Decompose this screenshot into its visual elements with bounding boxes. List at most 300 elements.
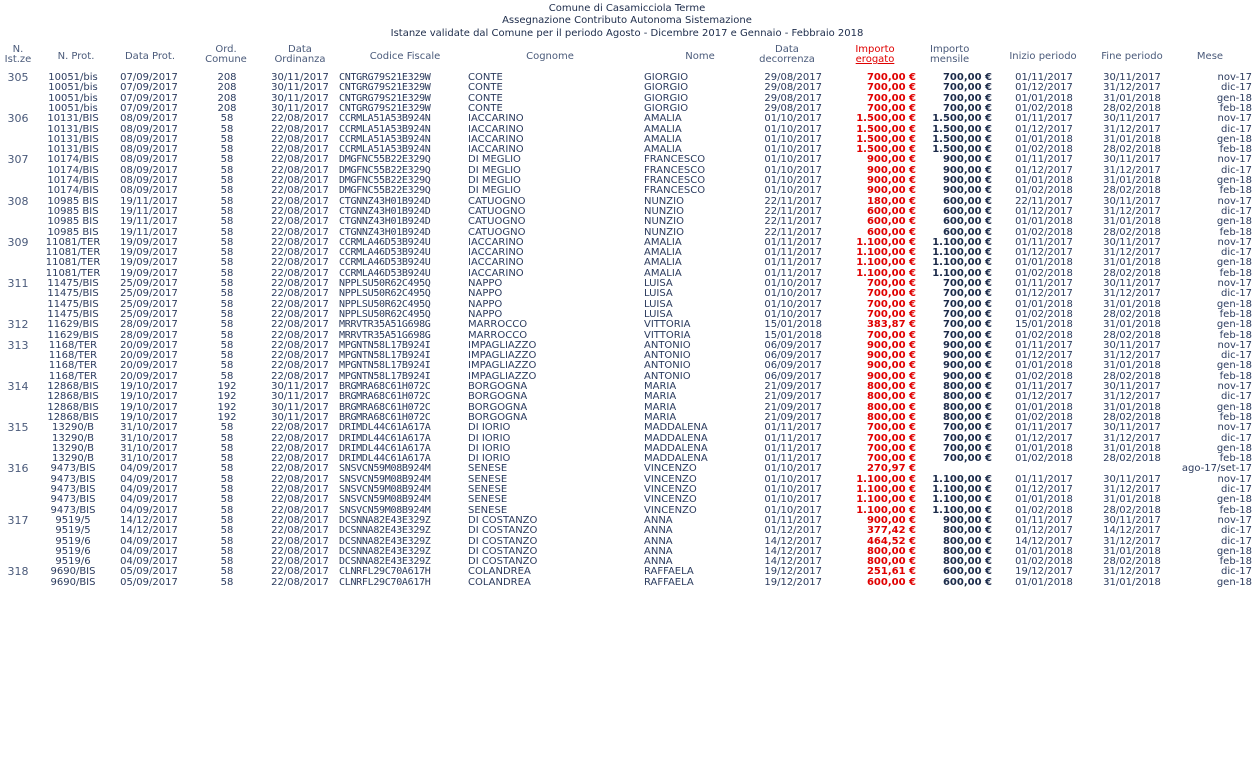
cell-n-prot: 11081/TER: [45, 257, 101, 268]
cell-data-prot: 25/09/2017: [120, 299, 178, 310]
cell-fine-periodo: 31/12/2017: [1103, 288, 1161, 299]
col-header-codice-fiscale: Codice Fiscale: [369, 51, 441, 62]
cell-cognome: SENESE: [468, 494, 508, 505]
cell-codice-fiscale: DRIMDL44C61A617A: [339, 433, 431, 444]
cell-codice-fiscale: DRIMDL44C61A617A: [339, 422, 431, 433]
cell-inizio-periodo: 01/02/2018: [1015, 412, 1073, 423]
cell-importo-mensile: 900,00 €: [942, 350, 992, 361]
cell-ord-comune: 208: [217, 103, 237, 114]
cell-data-decorrenza: 01/10/2017: [764, 175, 822, 186]
cell-data-prot: 19/11/2017: [120, 227, 178, 238]
cell-importo-mensile: 900,00 €: [942, 360, 992, 371]
cell-importo-mensile: 800,00 €: [942, 556, 992, 567]
cell-importo-mensile: 1.100,00 €: [932, 268, 992, 279]
cell-data-prot: 19/09/2017: [120, 237, 178, 248]
cell-importo-mensile: 700,00 €: [942, 330, 992, 341]
cell-inizio-periodo: 14/12/2017: [1015, 536, 1073, 547]
cell-codice-fiscale: CCRMLA51A53B924N: [339, 113, 431, 124]
cell-inizio-periodo: 01/12/2017: [1015, 350, 1073, 361]
cell-data-ordinanza: 22/08/2017: [271, 165, 329, 176]
cell-n-prot: 9519/6: [55, 546, 91, 557]
cell-data-decorrenza: 01/11/2017: [764, 433, 822, 444]
cell-nome: GIORGIO: [644, 82, 689, 93]
col-header-inizio-periodo: Inizio periodo: [1009, 51, 1077, 62]
cell-importo-erogato: 1.100,00 €: [856, 505, 916, 516]
cell-data-ordinanza: 22/08/2017: [271, 309, 329, 320]
cell-n-prot: 11475/BIS: [47, 299, 99, 310]
cell-nome: NUNZIO: [644, 206, 684, 217]
cell-data-decorrenza: 22/11/2017: [764, 227, 822, 238]
cell-ord-comune: 58: [220, 330, 234, 341]
cell-importo-mensile: 800,00 €: [942, 381, 992, 392]
cell-data-prot: 25/09/2017: [120, 288, 178, 299]
cell-data-decorrenza: 14/12/2017: [764, 546, 822, 557]
cell-importo-mensile: 1.500,00 €: [932, 144, 992, 155]
cell-fine-periodo: 28/02/2018: [1103, 412, 1161, 423]
cell-data-ordinanza: 22/08/2017: [271, 484, 329, 495]
cell-nome: ANNA: [644, 536, 673, 547]
cell-fine-periodo: 31/01/2018: [1103, 319, 1161, 330]
cell-mese: nov-17: [1217, 237, 1252, 248]
cell-data-prot: 14/12/2017: [120, 515, 178, 526]
cell-data-decorrenza: 01/10/2017: [764, 463, 822, 474]
cell-data-decorrenza: 15/01/2018: [764, 330, 822, 341]
cell-codice-fiscale: MPGNTN58L17B924I: [339, 340, 431, 351]
cell-cognome: COLANDREA: [468, 577, 531, 588]
cell-ord-comune: 58: [220, 515, 234, 526]
cell-data-ordinanza: 22/08/2017: [271, 134, 329, 145]
cell-data-ordinanza: 30/11/2017: [271, 412, 329, 423]
cell-nome: NUNZIO: [644, 216, 684, 227]
cell-mese: gen-18: [1216, 402, 1252, 413]
cell-mese: nov-17: [1217, 72, 1252, 83]
cell-data-ordinanza: 30/11/2017: [271, 82, 329, 93]
cell-inizio-periodo: 01/11/2017: [1015, 340, 1073, 351]
cell-data-ordinanza: 30/11/2017: [271, 103, 329, 114]
cell-data-prot: 07/09/2017: [120, 93, 178, 104]
cell-data-ordinanza: 22/08/2017: [271, 494, 329, 505]
cell-importo-erogato: 464,52 €: [866, 536, 916, 547]
cell-importo-mensile: 700,00 €: [942, 103, 992, 114]
cell-n-prot: 1168/TER: [48, 371, 98, 382]
cell-mese: gen-18: [1216, 577, 1252, 588]
cell-data-prot: 28/09/2017: [120, 330, 178, 341]
cell-data-decorrenza: 01/10/2017: [764, 505, 822, 516]
cell-cognome: COLANDREA: [468, 566, 531, 577]
cell-n-istze: 312: [7, 318, 29, 331]
cell-fine-periodo: 28/02/2018: [1103, 556, 1161, 567]
cell-mese: dic-17: [1221, 525, 1252, 536]
col-header-n-prot: N. Prot.: [57, 51, 95, 62]
cell-importo-mensile: 800,00 €: [942, 412, 992, 423]
cell-n-istze: 314: [7, 380, 29, 393]
cell-data-ordinanza: 22/08/2017: [271, 154, 329, 165]
cell-nome: ANNA: [644, 556, 673, 567]
cell-data-decorrenza: 01/11/2017: [764, 237, 822, 248]
cell-fine-periodo: 31/12/2017: [1103, 247, 1161, 258]
cell-cognome: IACCARINO: [468, 124, 524, 135]
cell-data-prot: 05/09/2017: [120, 577, 178, 588]
cell-n-prot: 9519/6: [55, 536, 91, 547]
cell-inizio-periodo: 01/02/2018: [1015, 330, 1073, 341]
cell-importo-mensile: 700,00 €: [942, 299, 992, 310]
cell-mese: feb-18: [1219, 309, 1252, 320]
cell-importo-mensile: 700,00 €: [942, 93, 992, 104]
cell-nome: GIORGIO: [644, 72, 689, 83]
cell-n-prot: 9519/5: [55, 515, 91, 526]
cell-cognome: CATUOGNO: [468, 196, 526, 207]
cell-cognome: IMPAGLIAZZO: [468, 350, 537, 361]
cell-codice-fiscale: BRGMRA68C61H072C: [339, 381, 431, 392]
cell-codice-fiscale: CCRMLA51A53B924N: [339, 124, 431, 135]
cell-n-prot: 11629/BIS: [47, 319, 99, 330]
cell-cognome: DI IORIO: [468, 433, 511, 444]
cell-n-istze: 313: [7, 339, 29, 352]
cell-data-prot: 31/10/2017: [120, 422, 178, 433]
cell-nome: FRANCESCO: [644, 154, 706, 165]
cell-data-decorrenza: 21/09/2017: [764, 402, 822, 413]
cell-ord-comune: 58: [220, 196, 234, 207]
cell-cognome: IACCARINO: [468, 113, 524, 124]
cell-n-prot: 12868/BIS: [47, 412, 99, 423]
cell-ord-comune: 58: [220, 494, 234, 505]
cell-data-prot: 19/09/2017: [120, 257, 178, 268]
cell-data-ordinanza: 22/08/2017: [271, 196, 329, 207]
cell-n-istze: 306: [7, 112, 29, 125]
cell-inizio-periodo: 01/12/2017: [1015, 525, 1073, 536]
cell-importo-erogato: 900,00 €: [866, 371, 916, 382]
cell-data-prot: 04/09/2017: [120, 463, 178, 474]
cell-mese: nov-17: [1217, 113, 1252, 124]
cell-nome: VINCENZO: [644, 505, 697, 516]
cell-data-prot: 20/09/2017: [120, 340, 178, 351]
cell-importo-mensile: 700,00 €: [942, 278, 992, 289]
cell-codice-fiscale: DRIMDL44C61A617A: [339, 453, 431, 464]
cell-codice-fiscale: CNTGRG79S21E329W: [339, 72, 431, 83]
cell-nome: RAFFAELA: [644, 577, 694, 588]
col-header-ord-comune: Ord. Comune: [205, 44, 247, 65]
cell-cognome: DI COSTANZO: [468, 546, 538, 557]
cell-importo-erogato: 1.100,00 €: [856, 474, 916, 485]
cell-data-prot: 08/09/2017: [120, 175, 178, 186]
cell-data-prot: 20/09/2017: [120, 371, 178, 382]
cell-data-decorrenza: 01/11/2017: [764, 257, 822, 268]
cell-n-istze: 317: [7, 514, 29, 527]
cell-importo-mensile: 600,00 €: [942, 577, 992, 588]
cell-nome: ANNA: [644, 525, 673, 536]
cell-importo-mensile: 600,00 €: [942, 206, 992, 217]
cell-inizio-periodo: 01/02/2018: [1015, 103, 1073, 114]
cell-importo-mensile: 800,00 €: [942, 546, 992, 557]
cell-codice-fiscale: DMGFNC55B22E329Q: [339, 175, 431, 186]
cell-mese: feb-18: [1219, 330, 1252, 341]
cell-cognome: CATUOGNO: [468, 216, 526, 227]
cell-fine-periodo: 28/02/2018: [1103, 144, 1161, 155]
cell-importo-erogato: 700,00 €: [866, 299, 916, 310]
cell-codice-fiscale: MRRVTR35A51G698G: [339, 330, 431, 341]
cell-inizio-periodo: 01/02/2018: [1015, 505, 1073, 516]
cell-importo-mensile: 600,00 €: [942, 216, 992, 227]
cell-importo-mensile: 1.500,00 €: [932, 124, 992, 135]
cell-mese: gen-18: [1216, 360, 1252, 371]
cell-data-decorrenza: 06/09/2017: [764, 350, 822, 361]
cell-data-prot: 31/10/2017: [120, 443, 178, 454]
cell-importo-mensile: 900,00 €: [942, 371, 992, 382]
cell-mese: nov-17: [1217, 474, 1252, 485]
cell-mese: dic-17: [1221, 536, 1252, 547]
cell-ord-comune: 58: [220, 268, 234, 279]
cell-cognome: DI COSTANZO: [468, 515, 538, 526]
cell-fine-periodo: 31/01/2018: [1103, 402, 1161, 413]
cell-codice-fiscale: CCRMLA46D53B924U: [339, 268, 431, 279]
cell-mese: feb-18: [1219, 227, 1252, 238]
cell-ord-comune: 58: [220, 371, 234, 382]
cell-data-decorrenza: 01/10/2017: [764, 309, 822, 320]
col-header-data-ordinanza: Data Ordinanza: [274, 44, 326, 65]
cell-inizio-periodo: 01/12/2017: [1015, 484, 1073, 495]
cell-n-prot: 10985 BIS: [47, 196, 99, 207]
cell-importo-erogato: 800,00 €: [866, 402, 916, 413]
cell-data-prot: 25/09/2017: [120, 278, 178, 289]
cell-data-prot: 04/09/2017: [120, 536, 178, 547]
cell-codice-fiscale: DRIMDL44C61A617A: [339, 443, 431, 454]
cell-n-prot: 10051/bis: [48, 82, 98, 93]
cell-inizio-periodo: 01/01/2018: [1015, 134, 1073, 145]
cell-fine-periodo: 31/12/2017: [1103, 165, 1161, 176]
cell-importo-erogato: 900,00 €: [866, 185, 916, 196]
cell-data-ordinanza: 22/08/2017: [271, 175, 329, 186]
cell-mese: ago-17/set-17: [1181, 463, 1252, 474]
cell-codice-fiscale: CCRMLA51A53B924N: [339, 134, 431, 145]
cell-importo-mensile: 1.100,00 €: [932, 505, 992, 516]
cell-cognome: CONTE: [468, 72, 503, 83]
cell-codice-fiscale: SNSVCN59M08B924M: [339, 474, 431, 485]
cell-importo-mensile: 1.100,00 €: [932, 484, 992, 495]
cell-codice-fiscale: BRGMRA68C61H072C: [339, 402, 431, 413]
cell-mese: nov-17: [1217, 196, 1252, 207]
cell-cognome: MARROCCO: [468, 319, 528, 330]
cell-ord-comune: 192: [217, 381, 237, 392]
cell-importo-mensile: 700,00 €: [942, 422, 992, 433]
cell-codice-fiscale: DCSNNA82E43E329Z: [339, 556, 431, 567]
cell-inizio-periodo: 01/02/2018: [1015, 185, 1073, 196]
cell-nome: MADDALENA: [644, 453, 708, 464]
cell-data-ordinanza: 22/08/2017: [271, 216, 329, 227]
cell-data-decorrenza: 01/11/2017: [764, 453, 822, 464]
cell-codice-fiscale: CCRMLA51A53B924N: [339, 144, 431, 155]
document-period: Istanze validate dal Comune per il periodo Agosto - Dicembre 2017 e Gennaio - Febbraio 2018: [390, 28, 864, 39]
cell-importo-erogato: 1.100,00 €: [856, 257, 916, 268]
cell-cognome: DI IORIO: [468, 453, 511, 464]
cell-fine-periodo: 31/12/2017: [1103, 391, 1161, 402]
cell-ord-comune: 58: [220, 422, 234, 433]
cell-importo-erogato: 700,00 €: [866, 422, 916, 433]
cell-ord-comune: 58: [220, 299, 234, 310]
cell-data-decorrenza: 01/12/2017: [764, 525, 822, 536]
cell-nome: GIORGIO: [644, 93, 689, 104]
cell-mese: gen-18: [1216, 319, 1252, 330]
cell-data-ordinanza: 22/08/2017: [271, 206, 329, 217]
cell-cognome: IACCARINO: [468, 257, 524, 268]
cell-data-ordinanza: 22/08/2017: [271, 371, 329, 382]
cell-nome: LUISA: [644, 299, 673, 310]
cell-cognome: SENESE: [468, 484, 508, 495]
cell-fine-periodo: 28/02/2018: [1103, 453, 1161, 464]
cell-fine-periodo: 30/11/2017: [1103, 113, 1161, 124]
cell-fine-periodo: 31/01/2018: [1103, 546, 1161, 557]
cell-data-prot: 08/09/2017: [120, 185, 178, 196]
cell-importo-erogato: 700,00 €: [866, 72, 916, 83]
cell-mese: dic-17: [1221, 165, 1252, 176]
cell-inizio-periodo: 01/01/2018: [1015, 175, 1073, 186]
cell-codice-fiscale: CLNRFL29C70A617H: [339, 577, 431, 588]
cell-nome: MADDALENA: [644, 443, 708, 454]
cell-importo-erogato: 270,97 €: [866, 463, 916, 474]
cell-n-prot: 11475/BIS: [47, 309, 99, 320]
cell-cognome: CONTE: [468, 93, 503, 104]
cell-n-prot: 10051/bis: [48, 93, 98, 104]
cell-n-istze: 311: [7, 277, 29, 290]
cell-ord-comune: 58: [220, 113, 234, 124]
cell-nome: MADDALENA: [644, 422, 708, 433]
cell-data-ordinanza: 22/08/2017: [271, 350, 329, 361]
cell-ord-comune: 208: [217, 93, 237, 104]
cell-nome: FRANCESCO: [644, 175, 706, 186]
cell-codice-fiscale: BRGMRA68C61H072C: [339, 391, 431, 402]
cell-importo-mensile: 1.100,00 €: [932, 247, 992, 258]
cell-cognome: MARROCCO: [468, 330, 528, 341]
cell-data-ordinanza: 22/08/2017: [271, 268, 329, 279]
cell-data-prot: 05/09/2017: [120, 566, 178, 577]
cell-importo-mensile: 900,00 €: [942, 165, 992, 176]
cell-n-prot: 9473/BIS: [50, 505, 96, 516]
cell-data-decorrenza: 01/10/2017: [764, 134, 822, 145]
cell-inizio-periodo: 01/02/2018: [1015, 453, 1073, 464]
cell-fine-periodo: 30/11/2017: [1103, 381, 1161, 392]
cell-mese: dic-17: [1221, 350, 1252, 361]
cell-cognome: CONTE: [468, 103, 503, 114]
cell-inizio-periodo: 01/01/2018: [1015, 299, 1073, 310]
cell-fine-periodo: 28/02/2018: [1103, 268, 1161, 279]
cell-inizio-periodo: 01/01/2018: [1015, 494, 1073, 505]
cell-cognome: SENESE: [468, 463, 508, 474]
cell-data-ordinanza: 22/08/2017: [271, 443, 329, 454]
cell-inizio-periodo: 01/01/2018: [1015, 216, 1073, 227]
cell-data-ordinanza: 30/11/2017: [271, 402, 329, 413]
cell-codice-fiscale: NPPLSU50R62C495Q: [339, 299, 431, 310]
cell-codice-fiscale: NPPLSU50R62C495Q: [339, 288, 431, 299]
cell-mese: feb-18: [1219, 103, 1252, 114]
cell-mese: dic-17: [1221, 288, 1252, 299]
cell-importo-erogato: 700,00 €: [866, 103, 916, 114]
document-title: Comune di Casamicciola Terme: [548, 3, 706, 14]
cell-importo-erogato: 800,00 €: [866, 391, 916, 402]
cell-cognome: CATUOGNO: [468, 227, 526, 238]
cell-data-prot: 25/09/2017: [120, 309, 178, 320]
cell-n-prot: 11081/TER: [45, 237, 101, 248]
cell-importo-erogato: 800,00 €: [866, 546, 916, 557]
cell-importo-mensile: 600,00 €: [942, 196, 992, 207]
cell-fine-periodo: 30/11/2017: [1103, 422, 1161, 433]
cell-data-decorrenza: 15/01/2018: [764, 319, 822, 330]
cell-ord-comune: 208: [217, 82, 237, 93]
cell-codice-fiscale: CNTGRG79S21E329W: [339, 103, 431, 114]
cell-data-decorrenza: 22/11/2017: [764, 206, 822, 217]
cell-nome: AMALIA: [644, 247, 682, 258]
cell-inizio-periodo: 01/12/2017: [1015, 391, 1073, 402]
cell-cognome: BORGOGNA: [468, 381, 528, 392]
cell-inizio-periodo: 01/12/2017: [1015, 82, 1073, 93]
cell-n-istze: 316: [7, 462, 29, 475]
cell-fine-periodo: 31/01/2018: [1103, 257, 1161, 268]
cell-n-istze: 305: [7, 71, 29, 84]
cell-importo-erogato: 1.100,00 €: [856, 237, 916, 248]
cell-ord-comune: 58: [220, 525, 234, 536]
cell-data-prot: 08/09/2017: [120, 165, 178, 176]
cell-importo-erogato: 251,61 €: [866, 566, 916, 577]
cell-fine-periodo: 31/01/2018: [1103, 216, 1161, 227]
cell-fine-periodo: 28/02/2018: [1103, 103, 1161, 114]
cell-cognome: CATUOGNO: [468, 206, 526, 217]
cell-inizio-periodo: 01/02/2018: [1015, 556, 1073, 567]
cell-data-ordinanza: 30/11/2017: [271, 391, 329, 402]
cell-mese: feb-18: [1219, 412, 1252, 423]
cell-cognome: DI MEGLIO: [468, 165, 521, 176]
cell-fine-periodo: 31/12/2017: [1103, 566, 1161, 577]
cell-inizio-periodo: 01/01/2018: [1015, 93, 1073, 104]
cell-n-prot: 9473/BIS: [50, 474, 96, 485]
col-header-mese: Mese: [1196, 51, 1224, 62]
cell-data-prot: 31/10/2017: [120, 433, 178, 444]
cell-importo-erogato: 383,87 €: [866, 319, 916, 330]
cell-codice-fiscale: CTGNNZ43H01B924D: [339, 196, 431, 207]
cell-ord-comune: 58: [220, 536, 234, 547]
cell-data-prot: 07/09/2017: [120, 72, 178, 83]
cell-importo-mensile: 1.100,00 €: [932, 237, 992, 248]
cell-importo-mensile: 700,00 €: [942, 453, 992, 464]
cell-data-decorrenza: 06/09/2017: [764, 340, 822, 351]
cell-inizio-periodo: 01/01/2018: [1015, 577, 1073, 588]
cell-codice-fiscale: DCSNNA82E43E329Z: [339, 536, 431, 547]
cell-n-prot: 10985 BIS: [47, 206, 99, 217]
cell-n-prot: 9473/BIS: [50, 494, 96, 505]
cell-cognome: NAPPO: [468, 278, 503, 289]
cell-data-prot: 19/10/2017: [120, 402, 178, 413]
cell-cognome: IACCARINO: [468, 144, 524, 155]
cell-n-prot: 1168/TER: [48, 350, 98, 361]
cell-fine-periodo: 28/02/2018: [1103, 185, 1161, 196]
cell-n-prot: 10131/BIS: [47, 144, 99, 155]
cell-fine-periodo: 28/02/2018: [1103, 330, 1161, 341]
cell-data-prot: 19/10/2017: [120, 391, 178, 402]
cell-data-prot: 04/09/2017: [120, 556, 178, 567]
cell-importo-mensile: 800,00 €: [942, 391, 992, 402]
cell-mese: dic-17: [1221, 566, 1252, 577]
cell-data-decorrenza: 19/12/2017: [764, 566, 822, 577]
cell-importo-mensile: 800,00 €: [942, 525, 992, 536]
cell-mese: gen-18: [1216, 546, 1252, 557]
cell-importo-mensile: 900,00 €: [942, 515, 992, 526]
cell-ord-comune: 58: [220, 154, 234, 165]
cell-data-ordinanza: 22/08/2017: [271, 546, 329, 557]
cell-importo-mensile: 600,00 €: [942, 227, 992, 238]
cell-importo-erogato: 700,00 €: [866, 93, 916, 104]
cell-ord-comune: 58: [220, 165, 234, 176]
document-subtitle: Assegnazione Contributo Autonoma Sistemazione: [502, 15, 752, 26]
cell-ord-comune: 58: [220, 463, 234, 474]
cell-codice-fiscale: DMGFNC55B22E329Q: [339, 165, 431, 176]
col-header-importo-erogato: Importo erogato: [855, 44, 895, 65]
